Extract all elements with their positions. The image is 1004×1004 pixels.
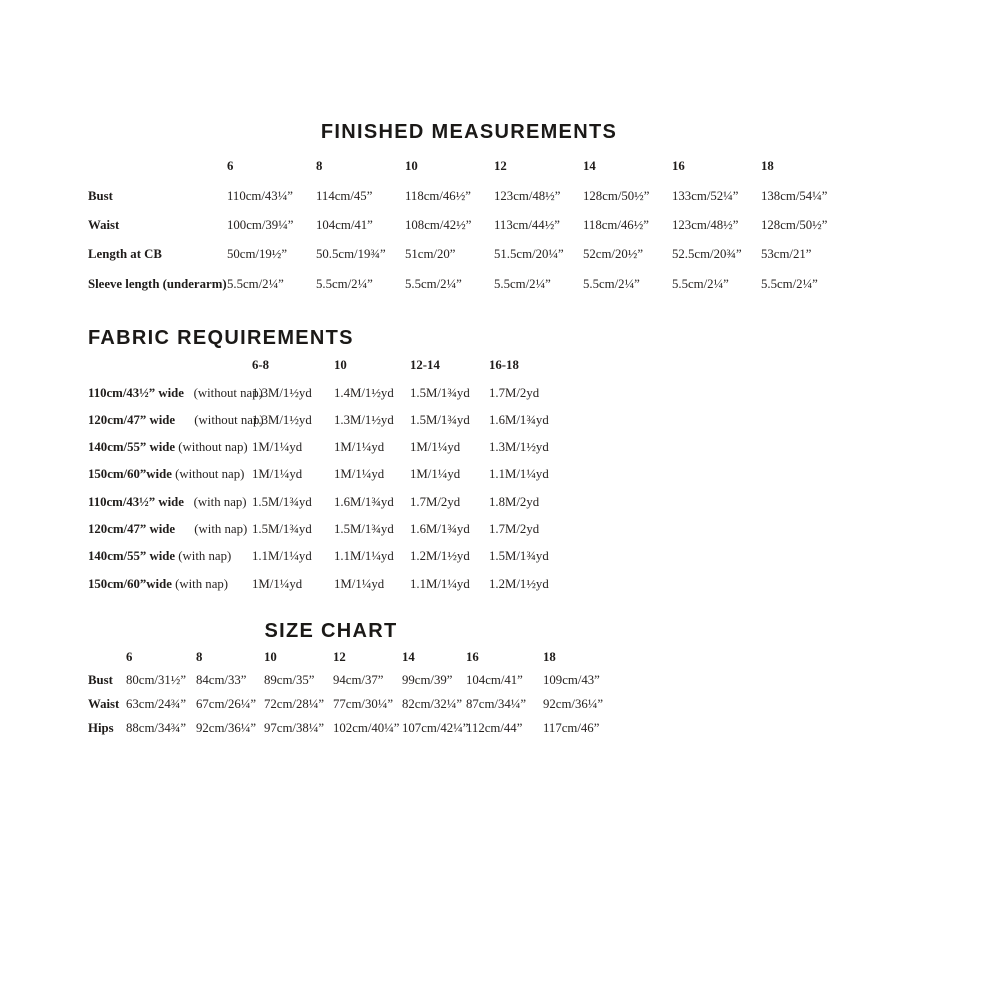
- measurement-value: 1M/1¼yd: [252, 576, 303, 591]
- measurement-value: 1.1M/1¼yd: [334, 549, 394, 564]
- measurement-value: 5.5cm/2¼”: [583, 276, 640, 291]
- measurement-value: 92cm/36¼”: [196, 720, 257, 735]
- fabric-width-label: 120cm/47” wide: [88, 412, 176, 427]
- row-label: Hips: [88, 720, 114, 735]
- size-chart-table: [88, 645, 627, 740]
- row-label: [88, 488, 252, 515]
- measurement-value: 1.3M/1½yd: [334, 412, 394, 427]
- size-header: 10: [334, 358, 347, 373]
- row-label: Sleeve length (underarm): [88, 276, 227, 291]
- row-label: Waist: [88, 218, 120, 233]
- measurement-value: 77cm/30¼”: [333, 697, 394, 712]
- nap-note: (with nap): [194, 522, 248, 537]
- nap-note: (with nap): [175, 576, 229, 591]
- measurement-value: 1.1M/1¼yd: [252, 549, 312, 564]
- measurement-value: 1.6M/1¾yd: [410, 522, 470, 537]
- measurement-value: 84cm/33”: [196, 673, 247, 688]
- measurement-value: 1.7M/2yd: [489, 385, 540, 400]
- measurement-value: 50cm/19½”: [227, 247, 288, 262]
- row-label: [88, 379, 263, 406]
- measurement-value: 1.1M/1¼yd: [410, 576, 470, 591]
- measurement-value: 63cm/24¾”: [126, 697, 187, 712]
- fabric-width-label: 150cm/60”wide: [88, 576, 172, 591]
- size-header: 18: [761, 159, 774, 174]
- fabric-requirements-title: FABRIC REQUIREMENTS: [88, 327, 354, 349]
- measurement-value: 100cm/39¼”: [227, 218, 294, 233]
- fabric-requirements-table: [88, 352, 573, 598]
- measurement-value: 1.6M/1¾yd: [334, 494, 394, 509]
- size-header: 8: [196, 649, 203, 664]
- size-header: 16: [466, 649, 479, 664]
- size-header: 10: [405, 159, 418, 174]
- measurement-value: 50.5cm/19¾”: [316, 247, 386, 262]
- finished-measurements-title: FINISHED MEASUREMENTS: [320, 121, 618, 143]
- measurement-value: 52.5cm/20¾”: [672, 247, 742, 262]
- nap-note: (without nap): [178, 440, 248, 455]
- size-header: 18: [543, 649, 556, 664]
- measurement-value: 1.6M/1¾yd: [489, 412, 549, 427]
- measurement-value: 109cm/43”: [543, 673, 600, 688]
- measurement-value: 1.2M/1½yd: [410, 549, 470, 564]
- measurement-value: 128cm/50½”: [583, 188, 650, 203]
- row-label: Waist: [88, 697, 120, 712]
- measurement-value: 97cm/38¼”: [264, 720, 325, 735]
- measurement-value: 1M/1¼yd: [334, 576, 385, 591]
- measurement-value: 107cm/42¼”: [402, 720, 469, 735]
- measurement-value: 1.5M/1¾yd: [410, 412, 470, 427]
- measurement-value: 1.5M/1¾yd: [334, 522, 394, 537]
- measurement-value: 72cm/28¼”: [264, 697, 325, 712]
- measurement-value: 113cm/44½”: [494, 218, 560, 233]
- row-label: [88, 461, 252, 488]
- measurement-value: 88cm/34¾”: [126, 720, 187, 735]
- measurement-value: 5.5cm/2¼”: [227, 276, 284, 291]
- row-label: Length at CB: [88, 247, 162, 262]
- measurement-value: 1M/1¼yd: [252, 440, 303, 455]
- measurement-value: 51cm/20”: [405, 247, 456, 262]
- measurement-value: 123cm/48½”: [672, 218, 739, 233]
- measurement-value: 1.4M/1½yd: [334, 385, 394, 400]
- measurement-value: 1.3M/1½yd: [252, 385, 312, 400]
- fabric-width-label: 150cm/60”wide: [88, 467, 172, 482]
- nap-note: (without nap): [175, 467, 245, 482]
- size-header: 14: [402, 649, 415, 664]
- measurement-value: 89cm/35”: [264, 673, 315, 688]
- nap-note: (without nap): [193, 385, 263, 400]
- measurement-value: 1.3M/1½yd: [252, 412, 312, 427]
- corner-cell: [88, 352, 252, 379]
- measurement-value: 1M/1¼yd: [410, 440, 461, 455]
- measurement-value: 110cm/43¼”: [227, 188, 293, 203]
- measurement-value: 104cm/41”: [466, 673, 523, 688]
- row-label: [88, 516, 252, 543]
- measurement-value: 1.8M/2yd: [489, 494, 540, 509]
- measurement-value: 112cm/44”: [466, 720, 523, 735]
- finished-measurements-table: [88, 152, 850, 299]
- measurement-value: 82cm/32¼”: [402, 697, 463, 712]
- label-spacer: [175, 414, 194, 427]
- size-header: 12-14: [410, 358, 440, 373]
- label-spacer: [175, 523, 194, 536]
- measurement-value: 138cm/54¼”: [761, 188, 828, 203]
- size-header: 16: [672, 159, 685, 174]
- measurement-value: 5.5cm/2¼”: [494, 276, 551, 291]
- measurement-value: 1.7M/2yd: [489, 522, 540, 537]
- row-label: [88, 543, 252, 570]
- size-header: 16-18: [489, 358, 519, 373]
- fabric-width-label: 110cm/43½” wide: [88, 385, 184, 400]
- nap-note: (without nap): [194, 412, 264, 427]
- measurement-value: 1.5M/1¾yd: [252, 522, 312, 537]
- corner-cell: [88, 152, 227, 181]
- size-header: 6: [227, 159, 234, 174]
- fabric-width-label: 140cm/55” wide: [88, 549, 176, 564]
- size-chart-title: SIZE CHART: [264, 620, 398, 642]
- measurement-value: 1.1M/1¼yd: [489, 467, 549, 482]
- measurement-value: 1M/1¼yd: [252, 467, 303, 482]
- measurement-value: 108cm/42½”: [405, 218, 472, 233]
- size-header: 6-8: [252, 358, 270, 373]
- measurement-value: 1.3M/1½yd: [489, 440, 549, 455]
- measurement-value: 1M/1¼yd: [410, 467, 461, 482]
- measurement-value: 133cm/52¼”: [672, 188, 739, 203]
- size-header: 8: [316, 159, 323, 174]
- nap-note: (with nap): [193, 494, 247, 509]
- measurement-value: 80cm/31½”: [126, 673, 187, 688]
- measurement-value: 118cm/46½”: [405, 188, 471, 203]
- measurement-value: 1M/1¼yd: [334, 467, 385, 482]
- measurement-value: 1M/1¼yd: [334, 440, 385, 455]
- measurement-value: 128cm/50½”: [761, 218, 828, 233]
- row-label: Bust: [88, 673, 113, 688]
- size-header: 6: [126, 649, 133, 664]
- measurement-value: 123cm/48½”: [494, 188, 561, 203]
- measurement-value: 118cm/46½”: [583, 218, 649, 233]
- measurement-value: 5.5cm/2¼”: [405, 276, 462, 291]
- size-header: 14: [583, 159, 596, 174]
- fabric-width-label: 120cm/47” wide: [88, 522, 176, 537]
- measurement-value: 1.5M/1¾yd: [489, 549, 549, 564]
- measurement-value: 1.2M/1½yd: [489, 576, 549, 591]
- measurement-value: 1.5M/1¾yd: [252, 494, 312, 509]
- label-spacer: [184, 496, 194, 509]
- measurement-value: 51.5cm/20¼”: [494, 247, 564, 262]
- measurement-value: 94cm/37”: [333, 673, 384, 688]
- measurement-value: 5.5cm/2¼”: [672, 276, 729, 291]
- measurement-value: 5.5cm/2¼”: [316, 276, 373, 291]
- measurement-value: 99cm/39”: [402, 673, 453, 688]
- measurement-value: 102cm/40¼”: [333, 720, 400, 735]
- nap-note: (with nap): [178, 549, 232, 564]
- label-spacer: [184, 387, 194, 400]
- fabric-width-label: 140cm/55” wide: [88, 440, 176, 455]
- measurement-value: 53cm/21”: [761, 247, 812, 262]
- measurement-value: 104cm/41”: [316, 218, 373, 233]
- row-label: Bust: [88, 188, 113, 203]
- measurement-value: 92cm/36¼”: [543, 697, 604, 712]
- measurement-value: 52cm/20½”: [583, 247, 644, 262]
- size-header: 12: [333, 649, 346, 664]
- row-label: [88, 570, 252, 597]
- measurement-value: 87cm/34¼”: [466, 697, 527, 712]
- measurement-value: 67cm/26¼”: [196, 697, 257, 712]
- row-label: [88, 434, 252, 461]
- fabric-width-label: 110cm/43½” wide: [88, 494, 184, 509]
- measurement-value: 1.5M/1¾yd: [410, 385, 470, 400]
- size-header: 10: [264, 649, 277, 664]
- measurement-value: 114cm/45”: [316, 188, 373, 203]
- size-header: 12: [494, 159, 507, 174]
- measurement-value: 117cm/46”: [543, 720, 600, 735]
- measurement-value: 1.7M/2yd: [410, 494, 461, 509]
- measurement-value: 5.5cm/2¼”: [761, 276, 818, 291]
- corner-cell: [88, 645, 126, 669]
- row-label: [88, 407, 264, 434]
